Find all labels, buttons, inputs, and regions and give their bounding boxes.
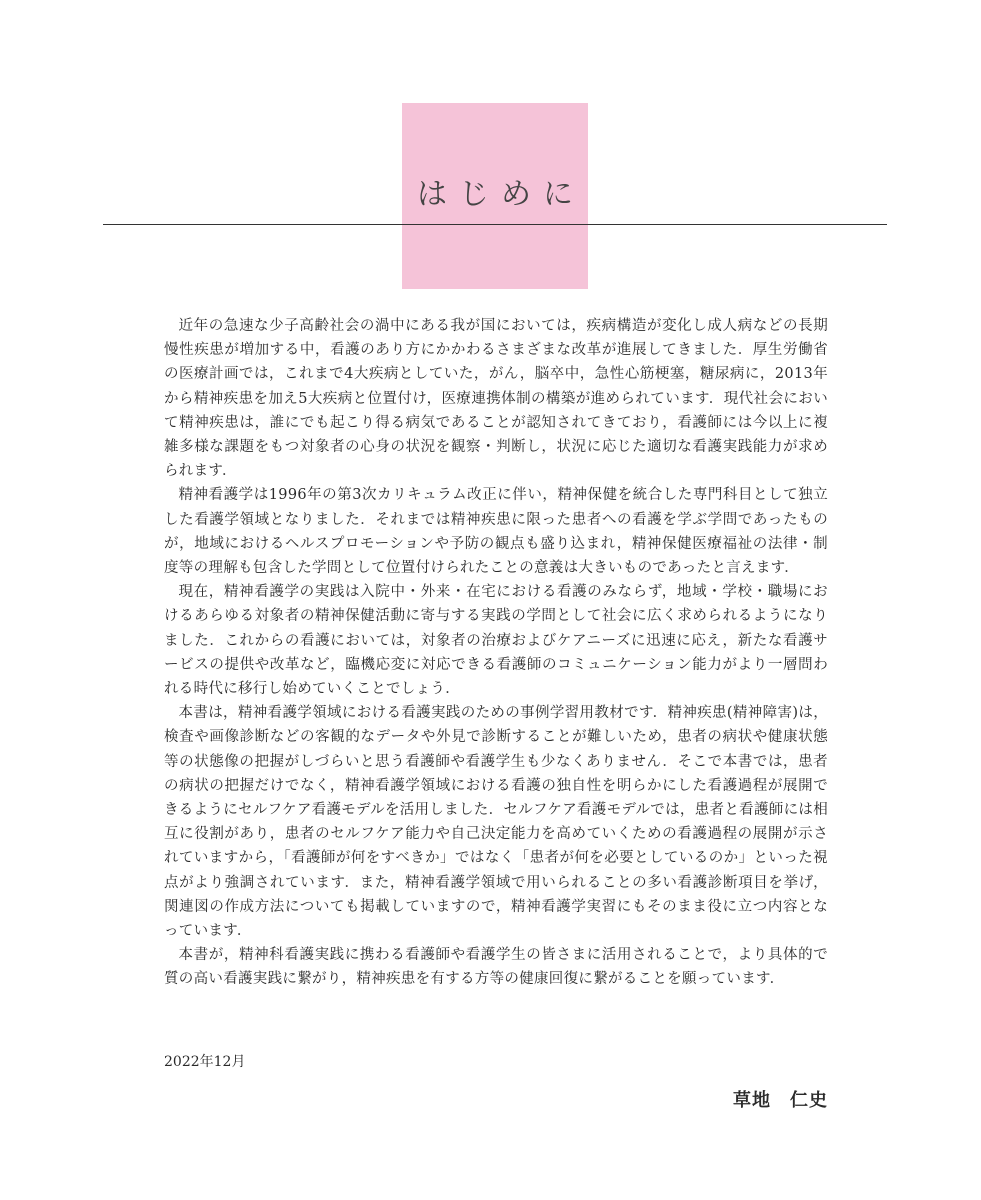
paragraph-1: 近年の急速な少子高齢社会の渦中にある我が国においては，疾病構造が変化し成人病などの長期慢性疾患が増加する中，看護のあり方にかかわるさまざまな改革が進展してきました．厚生労働省の医療計画では，これまで4大疾病としていた，がん，脳卒中，急性心筋梗塞，糖尿病に，2013年から精神疾患を加え5大疾病と位置付け，医療連携体制の構築が進められています．現代社会において精神疾患は，誰にでも起こり得る病気であることが認知されてきており，看護師には今以上に複雑多様な課題をもつ対象者の心身の状況を観察・判断し，状況に応じた適切な看護実践能力が求められます．: [164, 318, 828, 480]
date: 2022年12月: [164, 1054, 246, 1070]
preface-body: [164, 314, 828, 992]
paragraph-2: 精神看護学は1996年の第3次カリキュラム改正に伴い，精神保健を統合した専門科目として独立した看護学領域となりました．それまでは精神疾患に限った患者への看護を学ぶ学問であったものが，地域におけるヘルスプロモーションや予防の観点も盛り込まれ，精神保健医療福祉の法律・制度等の理解も包含した学問として位置付けられたことの意義は大きいものであったと言えます．: [164, 487, 828, 577]
author-signature: 草地 仁史: [733, 1090, 828, 1111]
paragraph-3: 現在，精神看護学の実践は入院中・外来・在宅における看護のみならず，地域・学校・職場におけるあらゆる対象者の精神保健活動に寄与する実践の学問として社会に広く求められるようになりました．これからの看護においては，対象者の治療およびケアニーズに迅速に応え，新たな看護サービスの提供や改革など，臨機応変に対応できる看護師のコミュニケーション能力がより一層問われる時代に移行し始めていくことでしょう．: [164, 584, 828, 698]
paragraph-4: 本書は，精神看護学領域における看護実践のための事例学習用教材です．精神疾患(精神障害)は，検査や画像診断などの客観的なデータや外見で診断することが難しいため，患者の病状や健康状態等の状態像の把握がしづらいと思う看護師や看護学生も少なくありません．そこで本書では，患者の病状の把握だけでなく，精神看護学領域における看護の独自性を明らかにした看護過程が展開できるようにセルフケア看護モデルを活用しました．セルフケア看護モデルでは，患者と看護師には相互に役割があり，患者のセルフケア能力や自己決定能力を高めていくための看護過程の展開が示されていますから，「看護師が何をすべきか」ではなく「患者が何を必要としているのか」といった視点がより強調されています．また，精神看護学領域で用いられることの多い看護診断項目を挙げ，関連図の作成方法についても掲載していますので，精神看護学実習にもそのまま役に立つ内容となっています．: [164, 705, 828, 940]
page-title: はじめに: [417, 177, 585, 212]
title-rule: [103, 224, 887, 225]
paragraph-5: 本書が，精神科看護実践に携わる看護師や看護学生の皆さまに活用されることで，より具体的で質の高い看護実践に繋がり，精神疾患を有する方等の健康回復に繋がることを願っています．: [164, 947, 828, 988]
